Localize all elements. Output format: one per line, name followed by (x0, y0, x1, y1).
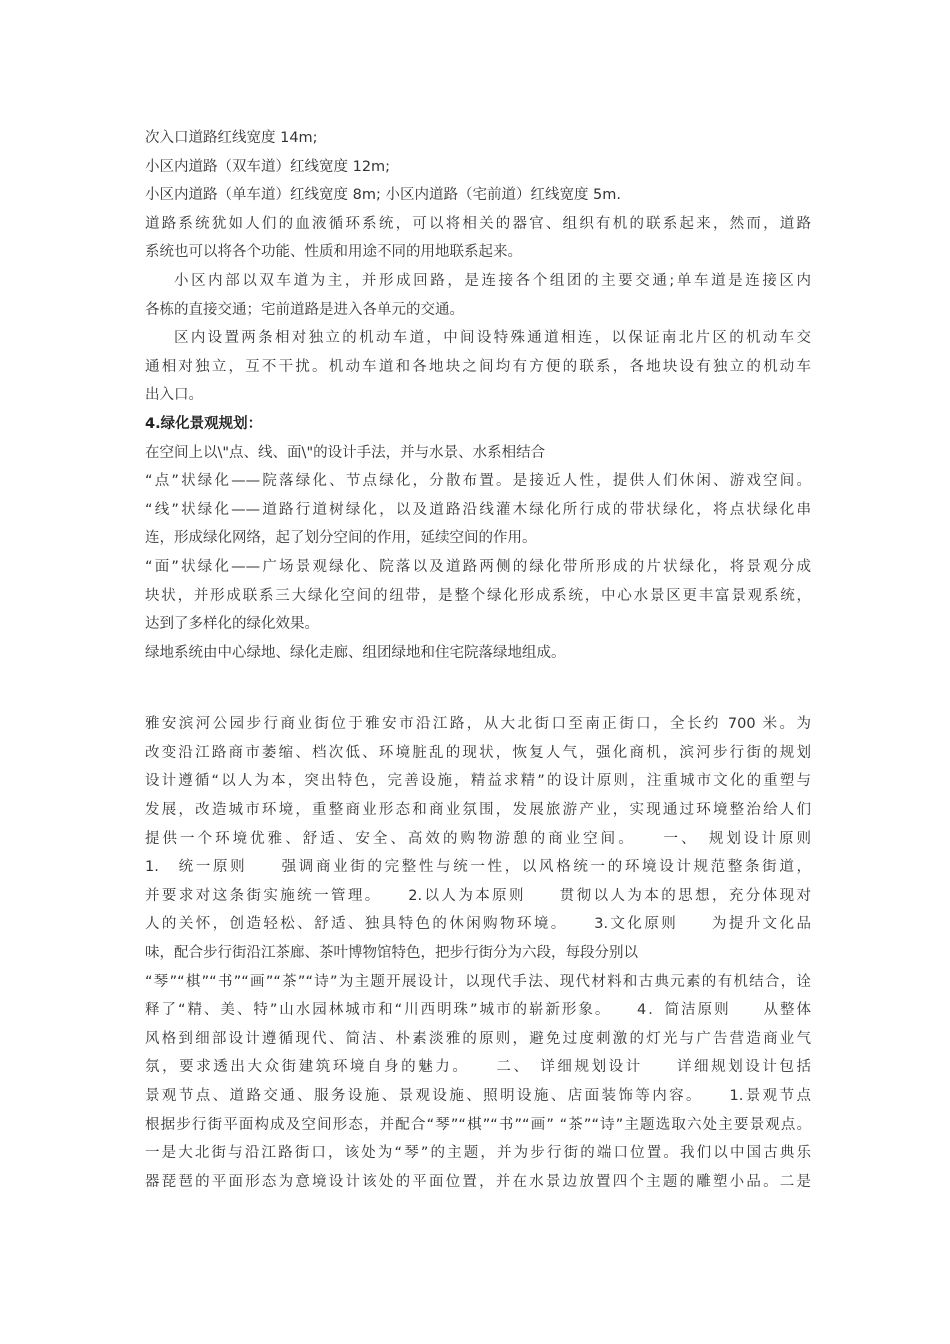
text-line: 发展，改造城市环境，重整商业形态和商业氛围，发展旅游产业，实现通过环境整治给人们 (145, 802, 811, 819)
text-line: 出入口。 (145, 387, 203, 404)
text-line: 次入口道路红线宽度 14m; (145, 130, 318, 146)
text-line: 味，配合步行街沿江茶廊、茶叶博物馆特色，把步行街分为六段，每段分别以 (145, 945, 638, 962)
text-line: 绿地系统由中心绿地、绿化走廊、组团绿地和住宅院落绿地组成。 (145, 644, 566, 661)
text-line: 景观节点、道路交通、服务设施、景观设施、照明设施、店面装饰等内容。 1.景观节点 (145, 1088, 811, 1104)
text-line: 提供一个环境优雅、舒适、安全、高效的购物游憩的商业空间。 一、 规划设计原则 (145, 830, 811, 847)
text-line: “面”状绿化——广场景观绿化、院落以及道路两侧的绿化带所形成的片状绿化，将景观分成 (145, 558, 811, 575)
document-body (145, 124, 811, 1196)
text-line: 器琵琶的平面形态为意境设计该处的平面位置，并在水景边放置四个主题的雕塑小品。二是 (145, 1173, 811, 1190)
text-line: 达到了多样化的绿化效果。 (145, 616, 319, 633)
text-line: 块状，并形成联系三大绿化空间的纽带，是整个绿化形成系统，中心水景区更丰富景观系统， (145, 587, 811, 604)
text-line: 各栋的直接交通；宅前道路是进入各单元的交通。 (145, 301, 464, 318)
text-line: 风格到细部设计遵循现代、简洁、朴素淡雅的原则，避免过度刺激的灯光与广告营造商业气 (145, 1030, 811, 1047)
text-line: 并要求对这条街实施统一管理。 2.以人为本原则 贯彻以人为本的思想，充分体现对 (145, 887, 811, 904)
text-line: “线”状绿化——道路行道树绿化，以及道路沿线灌木绿化所行成的带状绿化，将点状绿化串 (145, 501, 811, 518)
text-line: 区内设置两条相对独立的机动车道，中间设特殊通道相连，以保证南北片区的机动车交 (174, 330, 811, 347)
text-line: 连，形成绿化网络，起了划分空间的作用，延续空间的作用。 (145, 530, 537, 547)
text-line: 通相对独立，互不干扰。机动车道和各地块之间均有方便的联系，各地块设有独立的机动车 (145, 358, 811, 375)
text-line: 氛，要求透出大众街建筑环境自身的魅力。 二、 详细规划设计 详细规划设计包括 (145, 1059, 811, 1076)
text-line: 小区内道路（单车道）红线宽度 8m; 小区内道路（宅前道）红线宽度 5m. (145, 187, 622, 204)
section-heading: 4.绿化景观规划： (145, 415, 263, 432)
text-line: 释了“精、美、特”山水园林城市和“川西明珠”城市的崭新形象。 4．简洁原则 从整体 (145, 1002, 811, 1019)
section-gap (145, 667, 811, 710)
text-line: 改变沿江路商市萎缩、档次低、环境脏乱的现状，恢复人气，强化商机，滨河步行街的规划 (145, 744, 811, 761)
text-line: 根据步行街平面构成及空间形态，并配合“琴”“棋”“书”“画” “茶”“诗”主题选取六处主要景观点。 (145, 1116, 811, 1133)
text-line: 人的关怀，创造轻松、舒适、独具特色的休闲购物环境。 3.文化原则 为提升文化品 (145, 916, 811, 933)
text-line: 小区内道路（双车道）红线宽度 12m; (145, 158, 391, 175)
text-line: 道路系统犹如人们的血液循环系统，可以将相关的器官、组织有机的联系起来，然而，道路 (145, 215, 811, 232)
text-line: 设计遵循“以人为本，突出特色，完善设施，精益求精”的设计原则，注重城市文化的重塑与 (145, 773, 811, 790)
text-line: 雅安滨河公园步行商业街位于雅安市沿江路，从大北街口至南正街口，全长约 700 米。为 (145, 716, 811, 733)
text-line: 一是大北街与沿江路街口，该处为“琴”的主题，并为步行街的端口位置。我们以中国古典乐 (145, 1145, 811, 1162)
text-line: 1. 统一原则 强调商业街的完整性与统一性，以风格统一的环境设计规范整条街道， (145, 859, 811, 876)
text-line: 在空间上以\"点、线、面\"的设计手法，并与水景、水系相结合 (145, 444, 546, 461)
text-line: 小区内部以双车道为主，并形成回路，是连接各个组团的主要交通;单车道是连接区内 (174, 272, 811, 289)
text-line: “琴”“棋”“书”“画”“茶”“诗”为主题开展设计，以现代手法、现代材料和古典元素的有机结合，诠 (145, 973, 811, 990)
text-line: “点”状绿化——院落绿化、节点绿化，分散布置。是接近人性，提供人们休闲、游戏空间。 (145, 473, 811, 490)
text-line: 系统也可以将各个功能、性质和用途不同的用地联系起来。 (145, 244, 522, 261)
